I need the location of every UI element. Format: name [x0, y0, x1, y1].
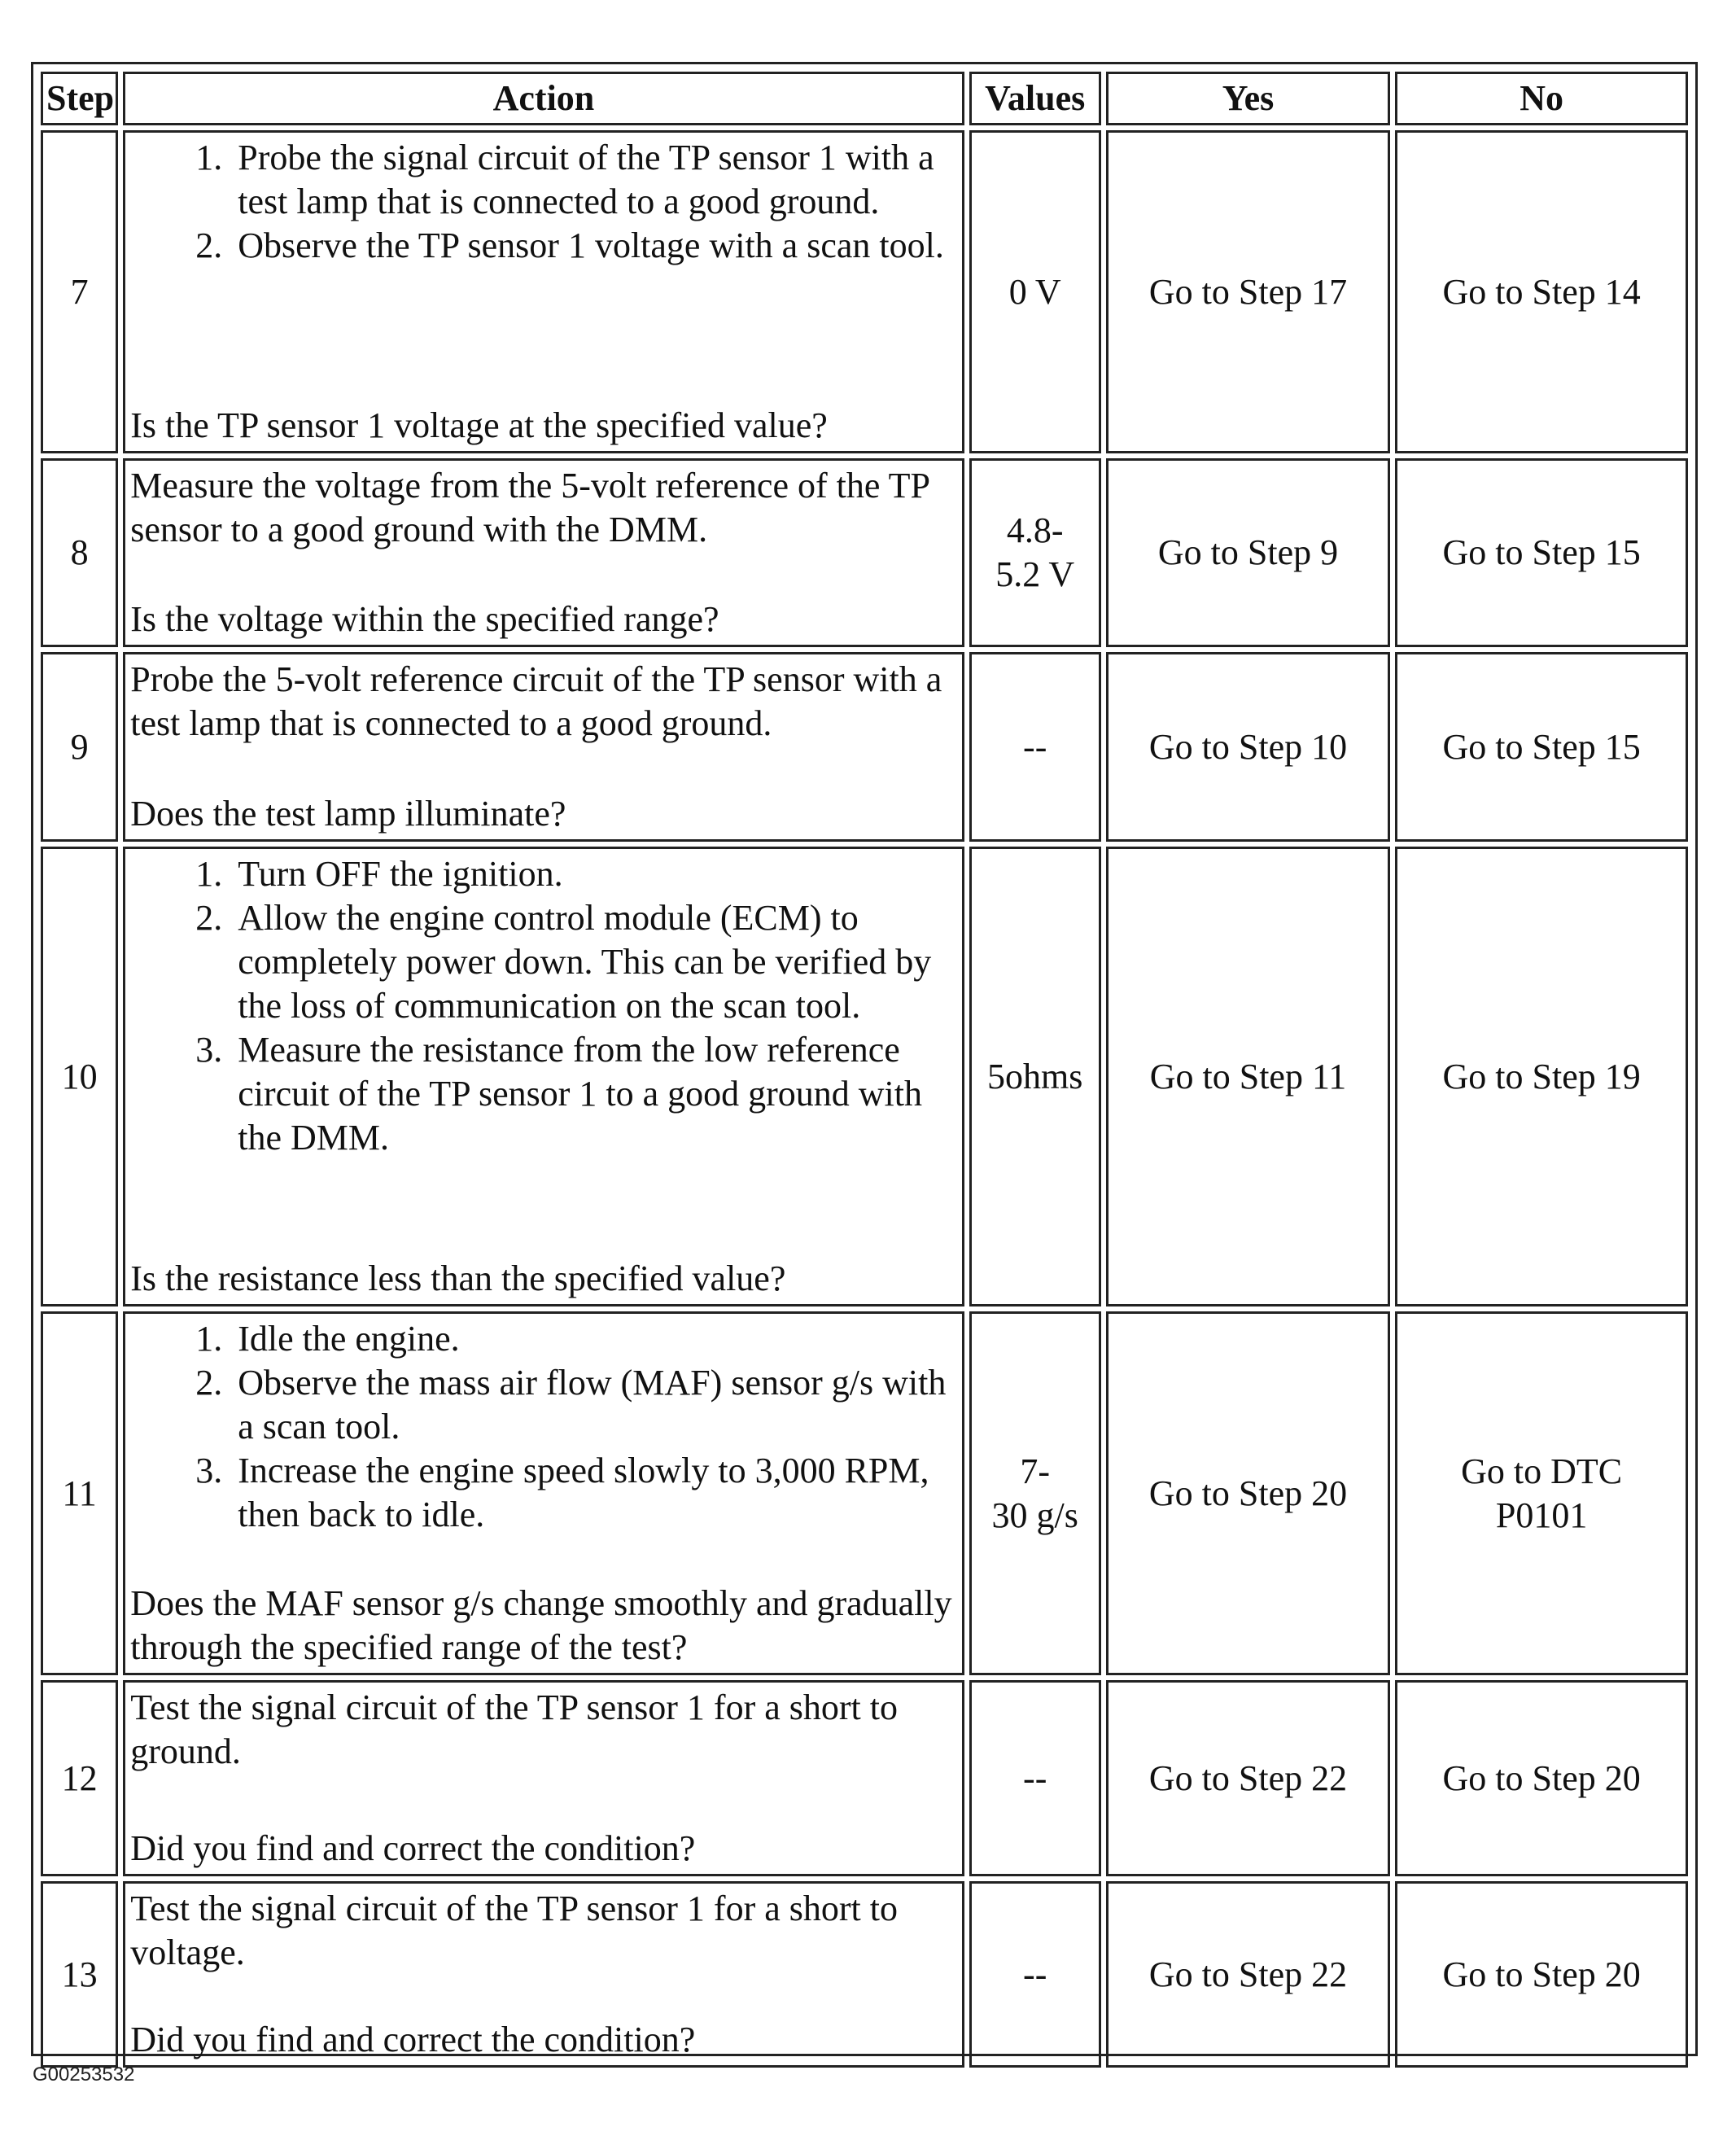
table-row: [41, 847, 1688, 1306]
action-content: [130, 658, 956, 836]
no-result: Go to Step 19: [1395, 847, 1688, 1306]
action-step-item: 1. Idle the engine.: [231, 1317, 956, 1361]
value-cell: 5ohms: [969, 847, 1101, 1306]
action-question: Is the TP sensor 1 voltage at the specified value?: [130, 405, 828, 445]
action-cell: [123, 1311, 964, 1675]
action-content: [130, 852, 956, 1301]
action-step-list: [130, 1317, 956, 1537]
action-question: Did you find and correct the condition?: [130, 2020, 696, 2059]
action-cell: [123, 130, 964, 453]
table-row: [41, 130, 1688, 453]
action-cell: [123, 847, 964, 1306]
action-cell: [123, 1680, 964, 1876]
action-question: Did you find and correct the condition?: [130, 1828, 696, 1868]
no-result: Go to DTC P0101: [1395, 1311, 1688, 1675]
step-number: 11: [41, 1311, 118, 1675]
action-cell: [123, 1881, 964, 2068]
step-number: 13: [41, 1881, 118, 2068]
header-step: Step: [41, 72, 118, 125]
action-content: [130, 1887, 956, 2062]
action-instructions: [130, 464, 956, 552]
yes-result: Go to Step 20: [1106, 1311, 1391, 1675]
yes-result: Go to Step 22: [1106, 1881, 1391, 2068]
header-values: Values: [969, 72, 1101, 125]
yes-result: Go to Step 10: [1106, 652, 1391, 842]
action-content: [130, 1686, 956, 1871]
action-intro: Test the signal circuit of the TP sensor 1 for a short to voltage.: [130, 1889, 898, 1972]
value-cell: 0 V: [969, 130, 1101, 453]
value-cell: 7- 30 g/s: [969, 1311, 1101, 1675]
action-step-item: 3. Measure the resistance from the low reference circuit of the TP sensor 1 to a good ground with the DMM.: [231, 1028, 956, 1160]
value-cell: --: [969, 1881, 1101, 2068]
yes-result: Go to Step 9: [1106, 458, 1391, 647]
step-number: 12: [41, 1680, 118, 1876]
header-row: [41, 72, 1688, 125]
value-cell: 4.8- 5.2 V: [969, 458, 1101, 647]
step-number: 9: [41, 652, 118, 842]
value-cell: --: [969, 1680, 1101, 1876]
action-step-item: 2. Observe the TP sensor 1 voltage with a scan tool.: [231, 224, 956, 268]
table-row: [41, 652, 1688, 842]
action-step-item: 2. Observe the mass air flow (MAF) sensor g/s with a scan tool.: [231, 1361, 956, 1449]
action-instructions: [130, 1686, 956, 1774]
header-no: No: [1395, 72, 1688, 125]
action-step-item: 1. Turn OFF the ignition.: [231, 852, 956, 896]
step-number: 8: [41, 458, 118, 647]
action-question: Does the MAF sensor g/s change smoothly and gradually through the specified range of the test?: [130, 1583, 952, 1667]
no-result: Go to Step 15: [1395, 458, 1688, 647]
action-content: [130, 464, 956, 641]
no-result: Go to Step 20: [1395, 1680, 1688, 1876]
action-instructions: [130, 136, 956, 268]
action-question: Does the test lamp illuminate?: [130, 794, 566, 834]
yes-result: Go to Step 22: [1106, 1680, 1391, 1876]
action-step-item: 3. Increase the engine speed slowly to 3,000 RPM, then back to idle.: [231, 1449, 956, 1537]
table-row: [41, 1311, 1688, 1675]
yes-result: Go to Step 11: [1106, 847, 1391, 1306]
figure-code: G00253532: [33, 2064, 135, 2086]
action-cell: [123, 458, 964, 647]
no-result: Go to Step 20: [1395, 1881, 1688, 2068]
value-cell: --: [969, 652, 1101, 842]
table-row: [41, 1881, 1688, 2068]
action-step-list: [130, 136, 956, 268]
no-result: Go to Step 14: [1395, 130, 1688, 453]
action-instructions: [130, 1887, 956, 1975]
table-row: [41, 1680, 1688, 1876]
no-result: Go to Step 15: [1395, 652, 1688, 842]
yes-result: Go to Step 17: [1106, 130, 1391, 453]
diagnostic-table-frame: [31, 62, 1698, 2059]
action-content: [130, 1317, 956, 1670]
action-question: Is the resistance less than the specified value?: [130, 1258, 786, 1298]
action-step-item: 1. Probe the signal circuit of the TP sensor 1 with a test lamp that is connected to a good ground.: [231, 136, 956, 224]
action-intro: Test the signal circuit of the TP sensor 1 for a short to ground.: [130, 1687, 898, 1771]
action-content: [130, 136, 956, 448]
step-number: 10: [41, 847, 118, 1306]
action-instructions: [130, 852, 956, 1160]
action-instructions: [130, 1317, 956, 1537]
step-number: 7: [41, 130, 118, 453]
action-intro: Probe the 5-volt reference circuit of the TP sensor with a test lamp that is connected to a good ground.: [130, 659, 942, 743]
action-step-list: [130, 852, 956, 1160]
action-question: Is the voltage within the specified range?: [130, 599, 719, 639]
action-intro: Measure the voltage from the 5-volt reference of the TP sensor to a good ground with the DMM.: [130, 466, 929, 549]
header-yes: Yes: [1106, 72, 1391, 125]
header-action: Action: [123, 72, 964, 125]
action-step-item: 2. Allow the engine control module (ECM) to completely power down. This can be verified by the loss of communication on the scan tool.: [231, 896, 956, 1028]
diagnostic-table: [36, 67, 1693, 2072]
table-row: [41, 458, 1688, 647]
action-instructions: [130, 658, 956, 746]
action-cell: [123, 652, 964, 842]
